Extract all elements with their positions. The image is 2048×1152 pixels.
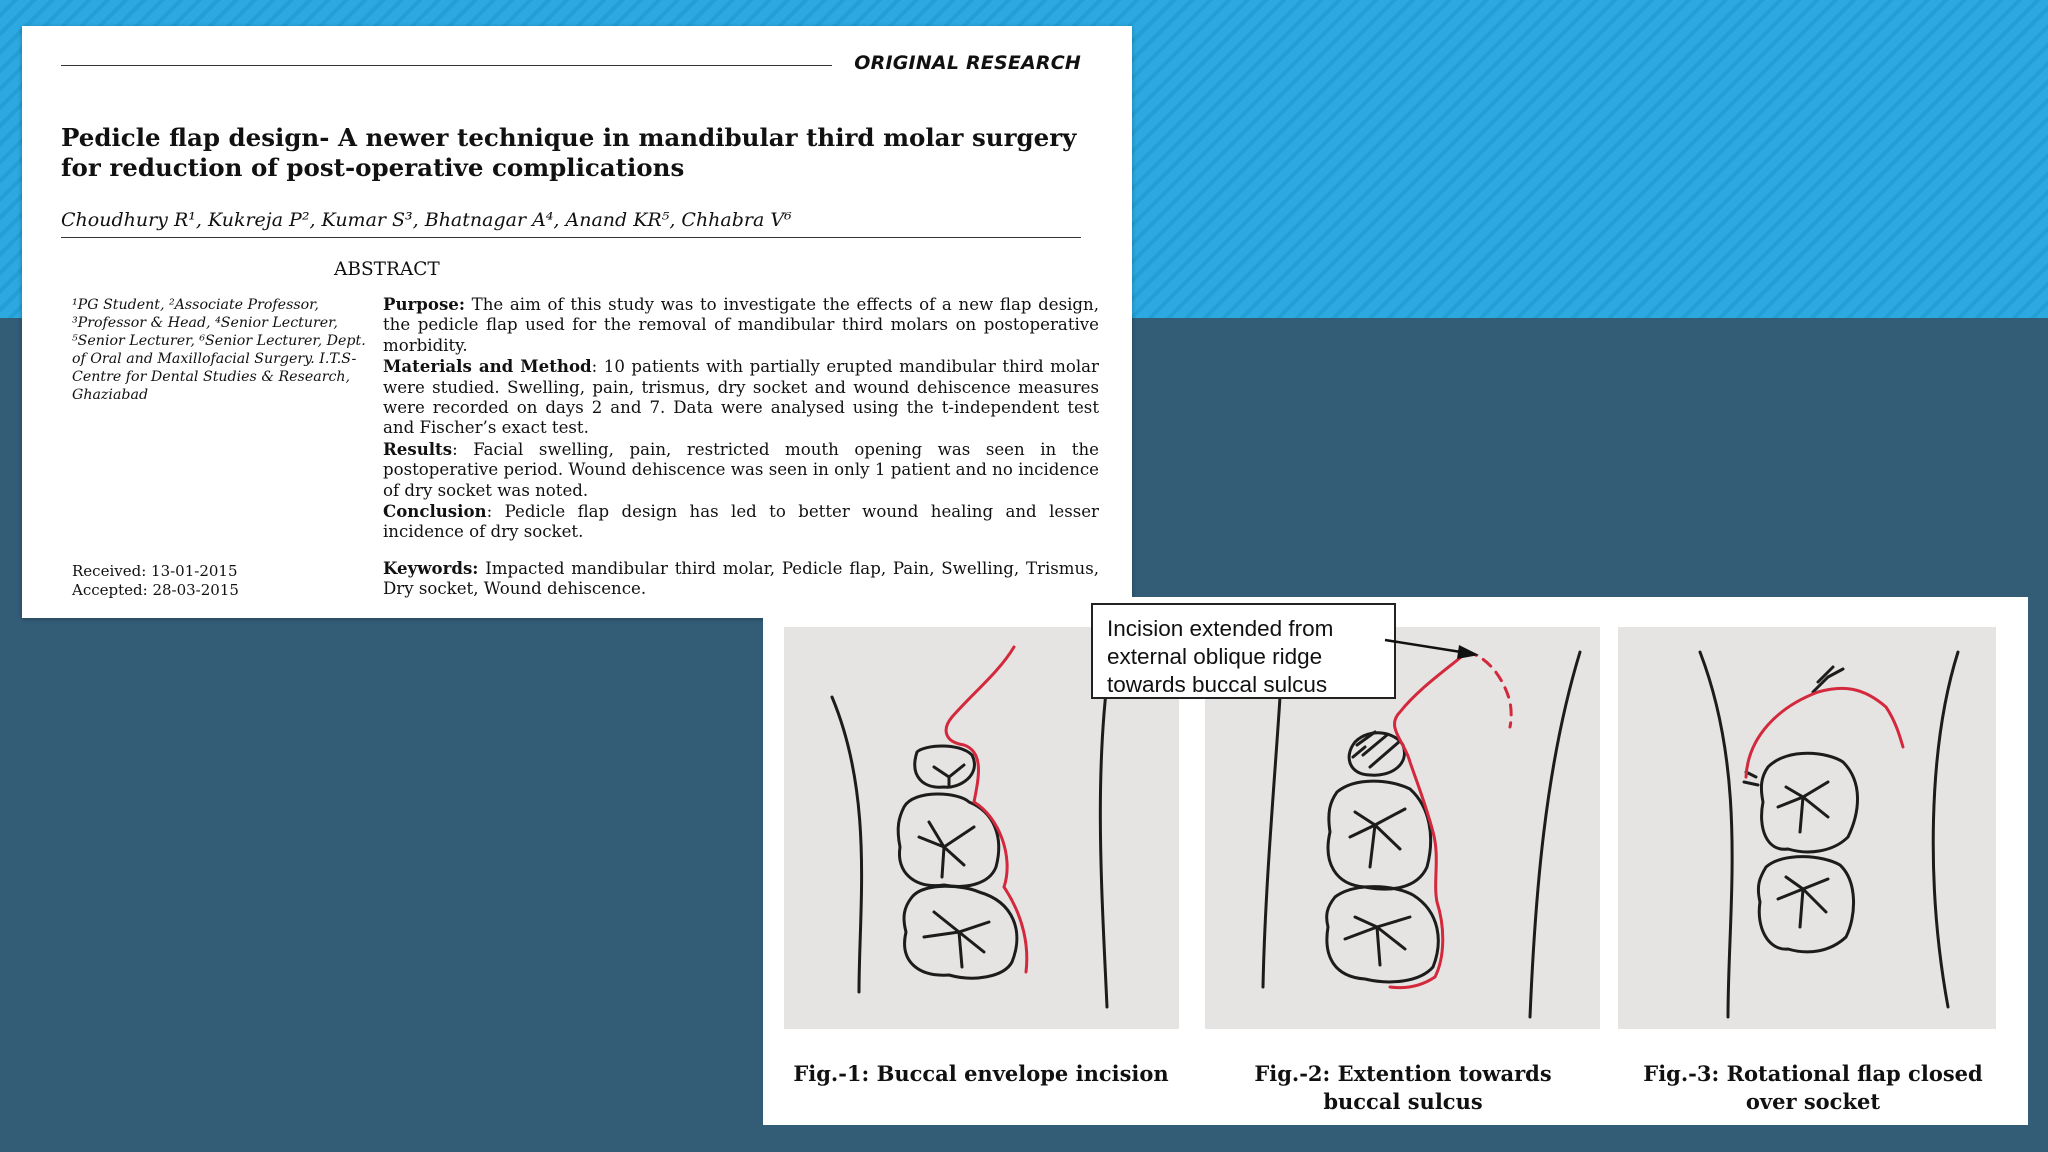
abstract-methods — [383, 356, 1099, 439]
received-date: Received: 13-01-2015 — [72, 562, 238, 580]
incision-callout: Incision extended from external oblique ridge towards buccal sulcus — [1091, 603, 1396, 699]
callout-arrow — [1383, 627, 1493, 667]
keywords-text: Impacted mandibular third molar, Pedicle flap, Pain, Swelling, Trismus, Dry socket, Wound dehiscence. — [383, 559, 1099, 599]
abstract-purpose — [383, 294, 1099, 356]
figure-3-caption: Fig.-3: Rotational flap closed over socket — [1643, 1061, 1983, 1114]
figure-1-caption: Fig.-1: Buccal envelope incision — [793, 1061, 1169, 1086]
keywords-label: Keywords: — [383, 558, 479, 578]
author-list: Choudhury R¹, Kukreja P², Kumar S³, Bhatnagar A⁴, Anand KR⁵, Chhabra V⁶ — [61, 209, 1081, 238]
paper-title: Pedicle flap design- A newer technique in mandibular third molar surgery for reduction of post-operative complications — [61, 123, 1077, 182]
section-label: ORIGINAL RESEARCH — [854, 52, 1081, 74]
paper-header — [61, 44, 1081, 74]
results-text: : Facial swelling, pain, restricted mouth opening was seen in the postoperative period. Wound dehiscence was seen in only 1 patient and no incidence of dry socket was noted. — [383, 439, 1099, 500]
conclusion-label: Conclusion — [383, 501, 487, 522]
purpose-label: Purpose: — [383, 294, 465, 314]
purpose-text: The aim of this study was to investigate the effects of a new flap design, the pedicle flap used for the removal of mandibular third molars on postoperative morbidity. — [383, 295, 1099, 355]
methods-text: : 10 patients with partially erupted mandibular third molar were studied. Swelling, pain, trismus, dry socket and wound dehiscence measures were recorded on days 2 and 7. Data were analysed using the t-independent test and Fischer’s exact test. — [383, 357, 1099, 438]
keywords — [383, 558, 1099, 600]
accepted-date: Accepted: 28-03-2015 — [72, 581, 239, 599]
abstract-body — [383, 294, 1099, 543]
figure-3-photo — [1618, 627, 1996, 1029]
figure-panel — [763, 597, 2028, 1125]
conclusion-text: : Pedicle flap design has led to better wound healing and lesser incidence of dry socket. — [383, 502, 1099, 542]
header-rule — [61, 65, 832, 66]
abstract-heading: ABSTRACT — [334, 259, 440, 280]
results-label: Results — [383, 438, 453, 459]
abstract-conclusion — [383, 501, 1099, 543]
figure-2-caption: Fig.-2: Extention towards buccal sulcus — [1254, 1061, 1552, 1114]
paper-excerpt — [22, 26, 1132, 618]
submission-dates — [72, 562, 322, 600]
figure-3-drawing — [1618, 627, 1996, 1029]
abstract-results — [383, 439, 1099, 501]
affiliation-note: ¹PG Student, ²Associate Professor, ³Professor & Head, ⁴Senior Lecturer, ⁵Senior Lecturer, ⁶Senior Lecturer, Dept. of Oral and Maxillofacial Surgery. I.T.S-Centre for Dental Studies & Research, Ghaziabad — [72, 297, 366, 403]
methods-label: Materials and Method — [383, 356, 592, 377]
